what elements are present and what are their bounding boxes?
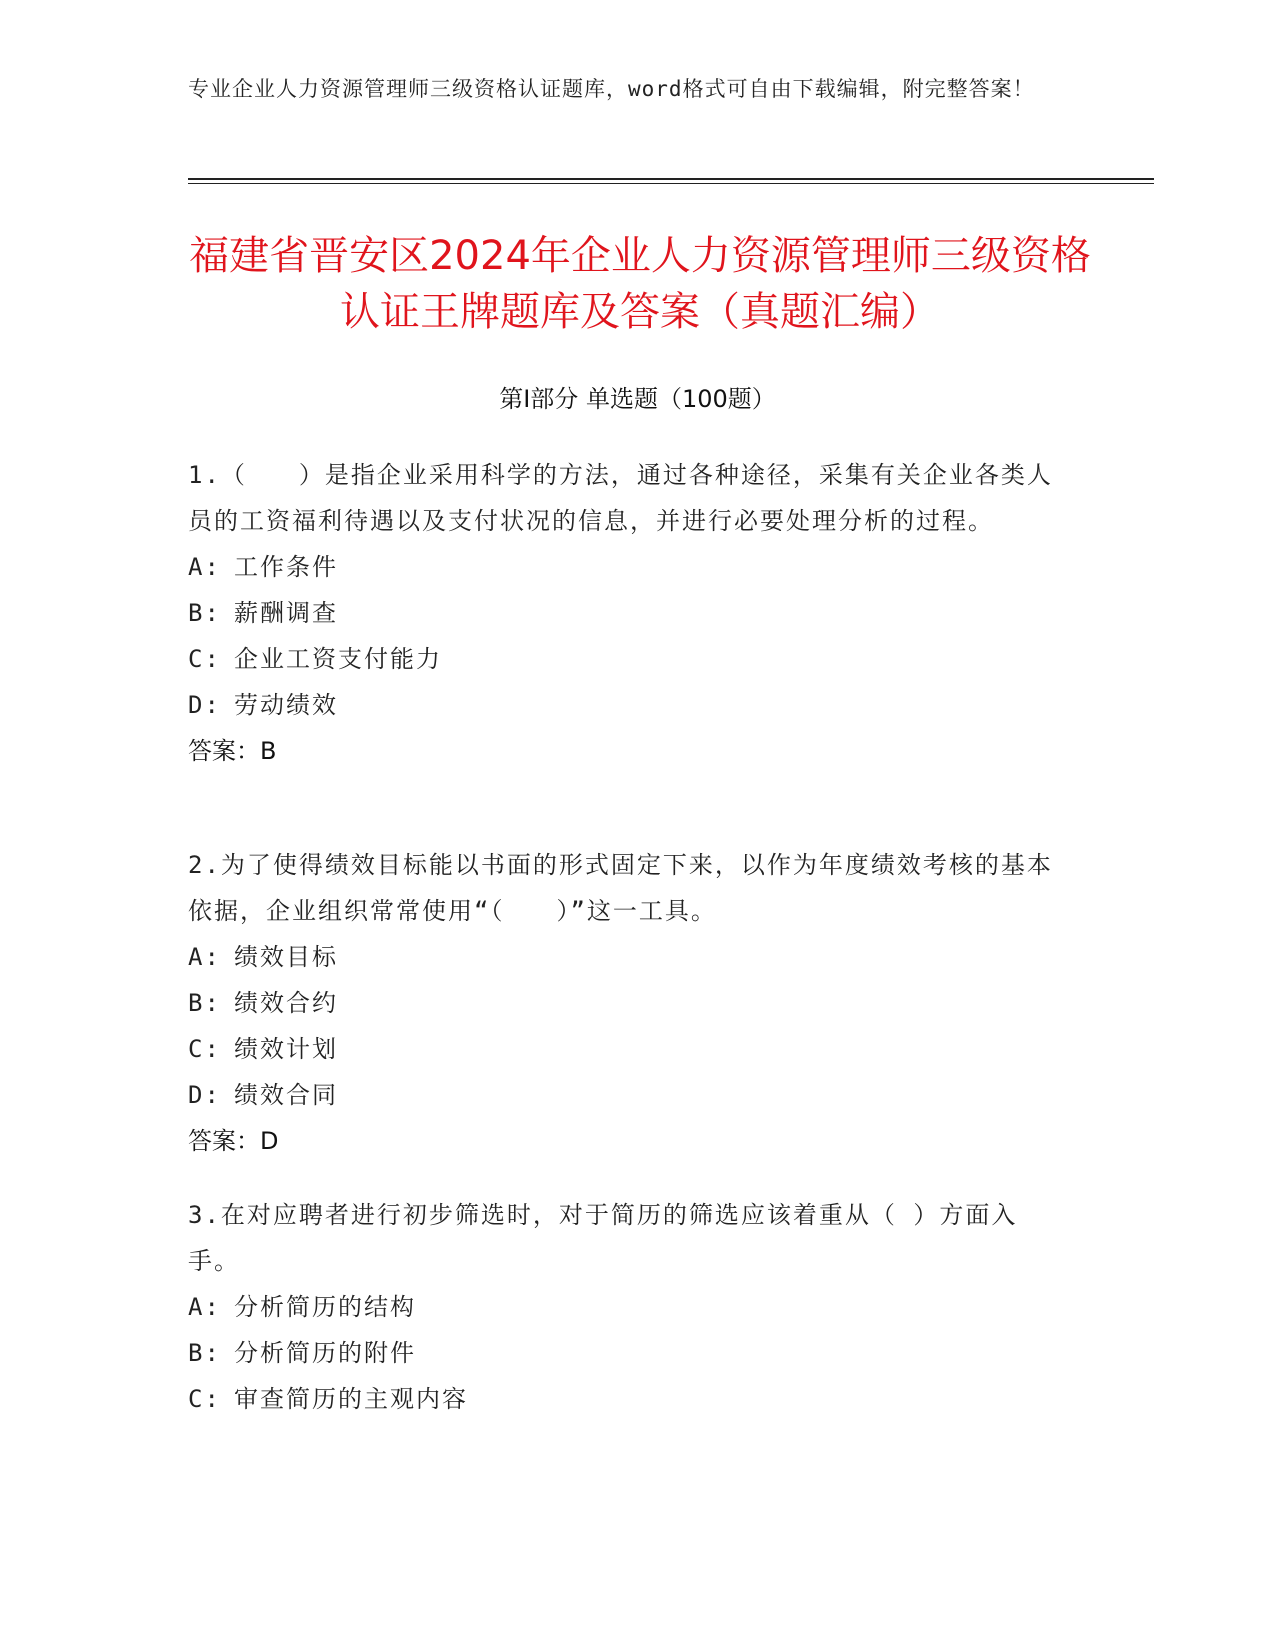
option-text: 企业工资支付能力 [234, 645, 442, 673]
option-letter: A: [188, 943, 221, 971]
option-text: 绩效合约 [234, 989, 338, 1017]
option-letter: C: [188, 1035, 221, 1063]
option-letter: C: [188, 645, 221, 673]
option-letter: A: [188, 1293, 221, 1321]
option-b [188, 980, 1068, 1026]
option-text: 审查简历的主观内容 [234, 1385, 468, 1413]
option-d [188, 682, 1068, 728]
option-text: 绩效计划 [234, 1035, 338, 1063]
header-rule-thick [188, 178, 1154, 180]
option-text: 分析简历的附件 [234, 1339, 416, 1367]
option-text: 分析简历的结构 [234, 1293, 416, 1321]
option-text: 工作条件 [234, 553, 338, 581]
question-3 [188, 1192, 1068, 1422]
option-letter: D: [188, 1081, 221, 1109]
section-heading: 第Ⅰ部分 单选题（100题） [499, 385, 776, 413]
option-b [188, 1330, 1068, 1376]
header-rule-thin [188, 183, 1154, 184]
option-text: 绩效目标 [234, 943, 338, 971]
option-text: 薪酬调查 [234, 599, 338, 627]
option-a [188, 934, 1068, 980]
document-title: 福建省晋安区2024年企业人力资源管理师三级资格认证王牌题库及答案（真题汇编） [189, 233, 1091, 335]
option-letter: B: [188, 599, 221, 627]
option-a [188, 1284, 1068, 1330]
option-d [188, 1072, 1068, 1118]
option-letter: B: [188, 989, 221, 1017]
option-letter: A: [188, 553, 221, 581]
question-1 [188, 452, 1068, 774]
question-stem: 1.（ ）是指企业采用科学的方法，通过各种途径，采集有关企业各类人员的工资福利待遇以及支付状况的信息，并进行必要处理分析的过程。 [188, 461, 1053, 535]
answer-line: 答案：B [188, 737, 277, 765]
option-a [188, 544, 1068, 590]
option-letter: B: [188, 1339, 221, 1367]
option-c [188, 1026, 1068, 1072]
option-b [188, 590, 1068, 636]
option-c [188, 636, 1068, 682]
option-letter: C: [188, 1385, 221, 1413]
question-stem: 2.为了使得绩效目标能以书面的形式固定下来，以作为年度绩效考核的基本依据，企业组织常常使用“（ ）”这一工具。 [188, 851, 1053, 925]
option-text: 劳动绩效 [234, 691, 338, 719]
option-c [188, 1376, 1068, 1422]
answer-line: 答案：D [188, 1127, 279, 1155]
option-letter: D: [188, 691, 221, 719]
question-stem: 3.在对应聘者进行初步筛选时，对于简历的筛选应该着重从（ ）方面入手。 [188, 1201, 1018, 1275]
header-note: 专业企业人力资源管理师三级资格认证题库，word格式可自由下载编辑，附完整答案！ [188, 77, 1035, 101]
option-text: 绩效合同 [234, 1081, 338, 1109]
question-2 [188, 842, 1068, 1164]
